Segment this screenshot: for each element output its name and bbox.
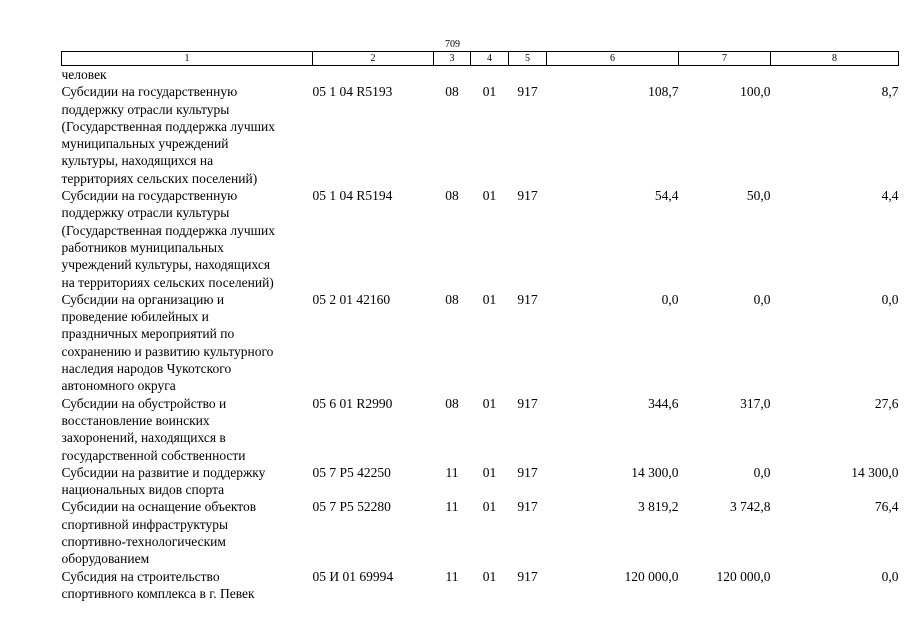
row-name: Субсидии на оснащение объектов спортивной инфраструктуры спортивно-технологическим оборудованием [61, 499, 257, 567]
row-amount-b: 8,7 [881, 84, 899, 100]
table-row [62, 498, 899, 567]
row-subsection: 01 [482, 291, 497, 307]
row-name: Субсидии на развитие и поддержку национальных видов спорта [61, 464, 266, 498]
column-header-7: 7 [679, 52, 771, 66]
table-row [62, 568, 899, 603]
row-name: Субсидии на государственную поддержку отрасли культуры (Государственная поддержка лучших работников муниципальных учреждений культуры, находящихся на территориях сельских поселений) [61, 188, 275, 290]
row-ministry: 917 [517, 395, 538, 411]
row-name: Субсидии на государственную поддержку отрасли культуры (Государственная поддержка лучших муниципальных учреждений культуры, находящихся на территориях сельских поселений) [61, 84, 275, 186]
row-amount-a: 100,0 [740, 84, 771, 100]
row-ministry: 917 [517, 84, 538, 100]
row-code: 05 1 04 R5193 [312, 84, 393, 100]
row-section: 08 [445, 395, 459, 411]
row-amount-total: 120 000,0 [624, 568, 679, 584]
row-amount-b: 27,6 [874, 395, 899, 411]
column-header-1: 1 [62, 52, 313, 66]
row-ministry: 917 [517, 291, 538, 307]
row-code: 05 И 01 69994 [312, 568, 394, 584]
row-amount-total: 54,4 [654, 188, 679, 204]
row-subsection: 01 [482, 188, 497, 204]
row-subsection: 01 [482, 499, 497, 515]
page-number: 709 [445, 39, 460, 50]
row-section: 08 [445, 291, 459, 307]
column-header-3: 3 [434, 52, 471, 66]
row-subsection: 01 [482, 568, 497, 584]
row-amount-total: 108,7 [648, 84, 679, 100]
header-row [62, 52, 899, 66]
row-amount-b: 0,0 [881, 568, 899, 584]
row-amount-a: 50,0 [746, 188, 771, 204]
budget-table [61, 51, 899, 602]
row-name: Субсидии на организацию и проведение юбилейных и праздничных мероприятий по сохранению и развитию культурного наследия народов Чукотского автономного округа [61, 291, 274, 394]
row-amount-b: 4,4 [881, 188, 899, 204]
row-ministry: 917 [517, 499, 538, 515]
row-ministry: 917 [517, 188, 538, 204]
row-name: Субсидии на обустройство и восстановление воинских захоронений, находящихся в государственной собственности [61, 395, 246, 463]
row-subsection: 01 [482, 84, 497, 100]
continuation-row [62, 66, 899, 84]
continuation-text: человек [61, 67, 107, 82]
row-ministry: 917 [517, 464, 538, 480]
row-amount-total: 3 819,2 [638, 499, 679, 515]
row-amount-a: 317,0 [740, 395, 771, 411]
row-amount-b: 76,4 [874, 499, 899, 515]
column-header-4: 4 [471, 52, 509, 66]
column-header-2: 2 [313, 52, 434, 66]
row-amount-a: 0,0 [753, 464, 771, 480]
row-amount-b: 0,0 [881, 291, 899, 307]
table-row [62, 395, 899, 464]
table-row [62, 83, 899, 187]
row-amount-total: 14 300,0 [631, 464, 679, 480]
row-name: Субсидия на строительство спортивного комплекса в г. Певек [61, 568, 255, 601]
row-amount-total: 344,6 [648, 395, 679, 411]
row-code: 05 7 Р5 52280 [312, 499, 391, 515]
row-section: 11 [445, 568, 459, 584]
row-subsection: 01 [482, 464, 497, 480]
row-section: 11 [445, 499, 459, 515]
row-amount-a: 120 000,0 [716, 568, 771, 584]
row-code: 05 2 01 42160 [312, 291, 391, 307]
column-header-8: 8 [771, 52, 899, 66]
row-code: 05 1 04 R5194 [312, 188, 393, 204]
column-header-5: 5 [509, 52, 547, 66]
row-amount-a: 3 742,8 [730, 499, 771, 515]
row-section: 08 [445, 188, 459, 204]
row-amount-b: 14 300,0 [851, 464, 899, 480]
table-row [62, 291, 899, 395]
row-section: 08 [445, 84, 459, 100]
row-code: 05 7 Р5 42250 [312, 464, 391, 480]
row-section: 11 [445, 464, 459, 480]
row-code: 05 6 01 R2990 [312, 395, 393, 411]
column-header-6: 6 [547, 52, 679, 66]
row-amount-a: 0,0 [753, 291, 771, 307]
row-amount-total: 0,0 [661, 291, 679, 307]
row-subsection: 01 [482, 395, 497, 411]
row-ministry: 917 [517, 568, 538, 584]
table-row [62, 464, 899, 499]
table-row [62, 187, 899, 291]
